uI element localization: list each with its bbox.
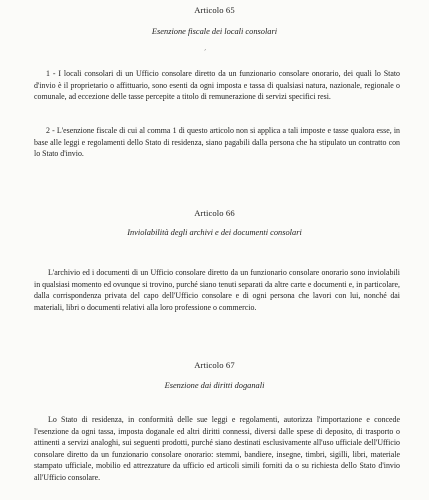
article-66-subtitle: Inviolabilità degli archivi e dei documenti consolari bbox=[127, 228, 302, 237]
article-65-subtitle: Esenzione fiscale dei locali consolari bbox=[151, 27, 278, 36]
article-67-heading: Articolo 67 bbox=[194, 360, 235, 370]
article-65-heading: Articolo 65 bbox=[194, 5, 235, 15]
article-67-subtitle: Esenzione dai diritti doganali bbox=[164, 381, 265, 390]
article-65-paragraph-2: 2 - L'esenzione fiscale di cui al comma 1 di questo articolo non si applica a tali imposte e tasse qualora esse, in base alle leggi e regolamenti dello Stato di residenza, siano pagabili dalla persona che ha stipulato un contratto con lo Stato d'invio. bbox=[34, 126, 400, 159]
article-67-paragraph: Lo Stato di residenza, in conformità delle sue leggi e regolamenti, autorizza l'importazione e concede l'esenzione da ogni tassa, imposta doganale ed altri diritti connessi, diversi dalle spese di deposito, di trasporto o attinenti a servizi analoghi, sui seguenti prodotti, purché siano destinati esclusivamente all'uso ufficiale dell'Ufficio consolare diretto da un funzionario consolare onorario: stemmi, bandiere, insegne, timbri, sigilli, libri, materiale stampato ufficiale, mobilio ed attrezzature da ufficio ed articoli simili forniti da o su richiesta dello Stato d'invio all'Ufficio consolare. bbox=[34, 415, 400, 482]
article-65-paragraph-1: 1 - I locali consolari di un Ufficio consolare diretto da un funzionario consolare onorario, dei quali lo Stato d'invio è il proprietario o affittuario, sono esenti da ogni imposta e tassa di qualsiasi natura, nazionale, regionale o comunale, ad eccezione delle tasse percepite a titolo di remunerazione di servizi specifici resi. bbox=[34, 69, 400, 102]
article-66-paragraph: L'archivio ed i documenti di un Ufficio consolare diretto da un funzionario consolare onorario sono inviolabili in qualsiasi momento ed ovunque si trovino, purché siano tenuti separati da altre carte e documenti e, in particolare, dalla corrispondenza privata del capo dell'Ufficio consolare e di ogni persona che lavori con lui, nonché dai materiali, libri o documenti relativi alla loro professione o commercio. bbox=[34, 268, 400, 312]
article-66-heading: Articolo 66 bbox=[194, 208, 235, 218]
